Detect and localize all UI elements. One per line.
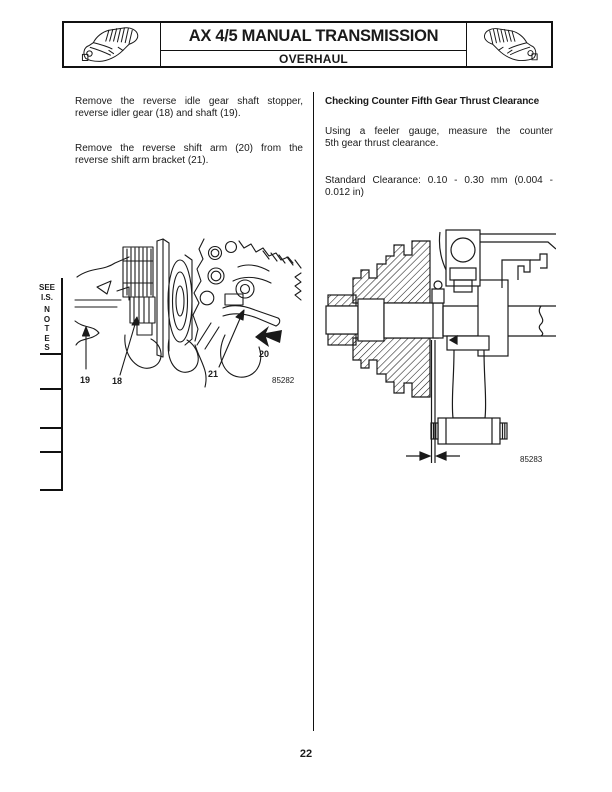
sidebar-tick	[40, 451, 63, 453]
figure-85283-illustration	[320, 228, 556, 476]
callout-20: 20	[259, 349, 270, 359]
sidebar-tick	[40, 427, 63, 429]
left-para2-line1: Remove the reverse shift arm (20) from the	[75, 143, 303, 154]
callout-18: 18	[112, 376, 123, 386]
column-divider	[313, 92, 314, 731]
left-para2-line2: reverse shift arm bracket (21).	[75, 155, 209, 166]
figure-number-85282: 85282	[272, 376, 295, 385]
margin-note-see: SEE	[38, 283, 55, 292]
sidebar-tick	[40, 353, 63, 355]
figure-number-85283: 85283	[520, 455, 543, 464]
section-heading: Checking Counter Fifth Gear Thrust Clearance	[325, 96, 539, 107]
figure-85283	[320, 228, 556, 481]
transmission-icon-mirrored	[471, 25, 547, 65]
sidebar-tick	[40, 388, 63, 390]
header-left-icon-cell	[64, 23, 160, 66]
page-title: AX 4/5 MANUAL TRANSMISSION	[188, 27, 439, 45]
right-para1-line1: Using a feeler gauge, measure the counter	[325, 126, 553, 137]
figure-85282-illustration	[73, 237, 305, 393]
sidebar-rule	[61, 278, 63, 491]
header-right-icon-cell	[467, 23, 551, 66]
right-para2-line1: Standard Clearance: 0.10 - 0.30 mm (0.004 -	[325, 175, 553, 186]
page-header	[62, 21, 553, 68]
right-para2-line2: 0.012 in)	[325, 187, 364, 198]
header-title-block	[160, 23, 467, 66]
callout-21: 21	[208, 369, 219, 379]
margin-note-is: I.S.	[40, 293, 53, 302]
figure-85282	[73, 237, 305, 398]
callout-19: 19	[80, 375, 91, 385]
page-number: 22	[299, 748, 313, 760]
sidebar-tick	[40, 489, 63, 491]
right-para1-line2: 5th gear thrust clearance.	[325, 138, 439, 149]
page-subtitle: OVERHAUL	[279, 51, 348, 66]
margin-note-see-is-notes: SEE I.S. N O T E S	[33, 283, 61, 353]
left-para1-line1: Remove the reverse idle gear shaft stopper,	[75, 96, 303, 107]
left-para1-line2: reverse idler gear (18) and shaft (19).	[75, 108, 241, 119]
transmission-icon	[69, 24, 155, 66]
